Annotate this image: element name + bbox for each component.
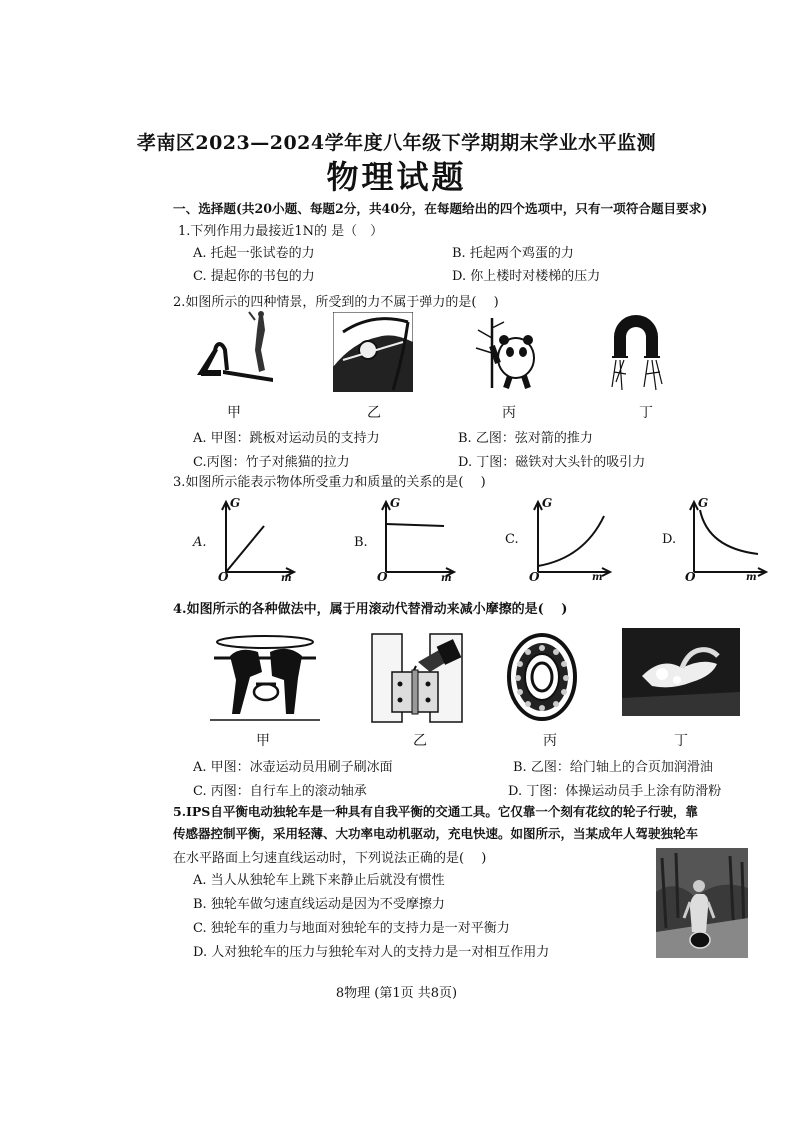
q3-option-b-label: B. [354, 535, 368, 550]
graph-c-y-label: G [542, 496, 553, 510]
q4-option-d: D. 丁图：体操运动员手上涂有防滑粉 [508, 784, 722, 799]
q2-option-b: B. 乙图：弦对箭的推力 [458, 431, 593, 446]
diving-board-figure [193, 310, 278, 392]
q4-option-b: B. 乙图：给门轴上的合页加润滑油 [513, 760, 713, 775]
q1-option-d: D. 你上楼时对楼梯的压力 [452, 269, 601, 284]
question-5-stem-line-2: 传感器控制平衡，采用轻薄、大功率电动机驱动，充电快速。如图所示，当某成年人驾驶独轮车 [173, 826, 699, 841]
archer-figure [333, 312, 413, 392]
bearing-figure [506, 632, 578, 722]
graph-a-origin: O [218, 570, 229, 584]
graph-d-y-label: G [698, 496, 709, 510]
curling-figure [210, 632, 320, 724]
graph-a-x-label: m [281, 573, 292, 584]
q4-label-yi: 乙 [413, 733, 427, 749]
q3-option-a-label: A. [193, 535, 207, 550]
q1-option-c: C. 提起你的书包的力 [193, 269, 315, 284]
graph-c-x-label: m [592, 572, 603, 583]
door-hinge-figure [370, 632, 465, 724]
unicycle-rider-figure [656, 848, 748, 958]
q4-label-ding: 丁 [674, 733, 688, 749]
panda-figure [470, 318, 540, 390]
q2-label-ding: 丁 [639, 405, 653, 421]
q2-option-d: D. 丁图：磁铁对大头针的吸引力 [458, 455, 646, 470]
q1-option-a: A. 托起一张试卷的力 [193, 246, 315, 261]
graph-b-y-label: G [390, 496, 401, 510]
exam-title: 孝南区2023—2024学年度八年级下学期期末学业水平监测 [136, 132, 657, 154]
q2-option-a: A. 甲图：跳板对运动员的支持力 [193, 431, 380, 446]
q5-option-b: B. 独轮车做匀速直线运动是因为不受摩擦力 [193, 897, 445, 912]
q3-option-c-label: C. [505, 532, 519, 547]
q4-option-a: A. 甲图：冰壶运动员用刷子刷冰面 [193, 760, 393, 775]
q2-option-c: C.丙图：竹子对熊猫的拉力 [193, 455, 350, 470]
question-1-stem: 1.下列作用力最接近1N的 是（ ） [178, 224, 384, 239]
question-5-stem-line-3: 在水平路面上匀速直线运动时，下列说法正确的是( ) [173, 851, 487, 866]
question-3-stem: 3.如图所示能表示物体所受重力和质量的关系的是( ) [173, 475, 486, 490]
question-4-stem: 4.如图所示的各种做法中，属于用滚动代替滑动来减小摩擦的是( ) [173, 602, 568, 617]
question-5-stem-line-1: 5.IPS自平衡电动独轮车是一种具有自我平衡的交通工具。它仅靠一个刻有花纹的轮子行驶，靠 [173, 804, 698, 819]
q2-label-yi: 乙 [367, 405, 381, 421]
q5-option-a: A. 当人从独轮车上跳下来静止后就没有惯性 [193, 873, 445, 888]
question-2-stem: 2.如图所示的四种情景，所受到的力不属于弹力的是( ) [173, 295, 499, 310]
graph-d-x-label: m [746, 572, 757, 583]
subject-title: 物理试题 [326, 158, 467, 196]
q2-label-bing: 丙 [502, 405, 516, 421]
section-heading: 一、选择题(共20小题、每题2分，共40分，在每题给出的四个选项中，只有一项符合题目要求) [173, 201, 708, 216]
graph-a-y-label: G [230, 496, 241, 510]
gymnast-powder-figure [622, 628, 740, 716]
q4-option-c: C. 丙图：自行车上的滚动轴承 [193, 784, 367, 799]
page-footer: 8物理 (第1页 共8页) [335, 986, 458, 1001]
q3-option-d-label: D. [662, 532, 677, 547]
graph-b-origin: O [377, 570, 388, 584]
magnet-figure [606, 312, 666, 392]
graph-d-origin: O [685, 570, 696, 584]
q2-label-jia: 甲 [227, 405, 241, 421]
graph-c-origin: O [529, 570, 540, 584]
graph-b-x-label: m [441, 573, 452, 584]
q5-option-d: D. 人对独轮车的压力与独轮车对人的支持力是一对相互作用力 [193, 945, 550, 960]
q4-label-bing: 丙 [543, 733, 557, 749]
q1-option-b: B. 托起两个鸡蛋的力 [452, 246, 574, 261]
q4-label-jia: 甲 [256, 733, 270, 749]
q5-option-c: C. 独轮车的重力与地面对独轮车的支持力是一对平衡力 [193, 921, 510, 936]
